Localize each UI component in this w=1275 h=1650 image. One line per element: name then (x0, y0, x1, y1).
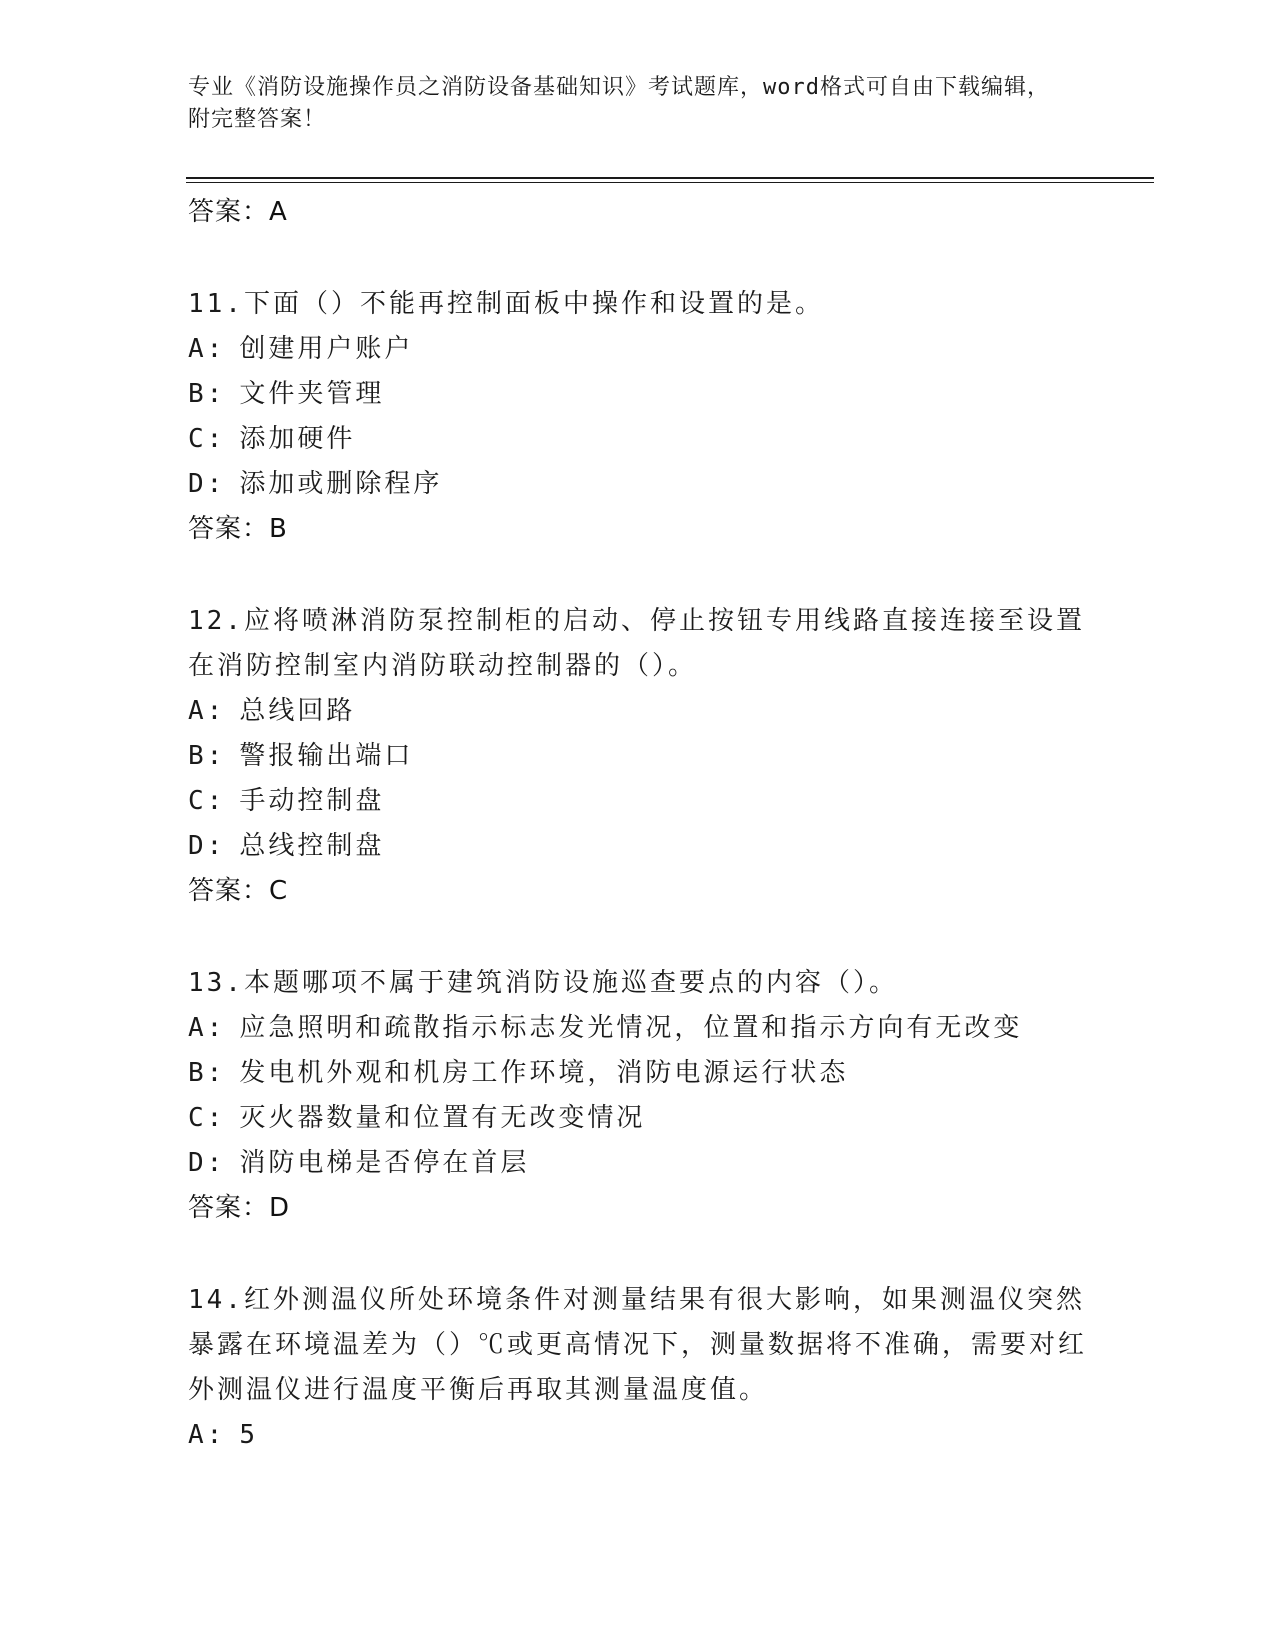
question-stem: 11.下面（）不能再控制面板中操作和设置的是。 (188, 289, 824, 319)
question-13 (188, 961, 1088, 1230)
option-a (188, 327, 1088, 372)
option-text: 总线回路 (239, 696, 356, 726)
answer-line: 答案：C (188, 876, 289, 906)
option-a (188, 1006, 1088, 1051)
option-d (188, 1141, 1088, 1186)
option-key: A: (188, 1420, 226, 1450)
question-stem: 12.应将喷淋消防泵控制柜的启动、停止按钮专用线路直接连接至设置在消防控制室内消防联动控制器的（）。 (188, 606, 1085, 681)
option-key: D: (188, 1148, 226, 1178)
option-text: 创建用户账户 (239, 334, 414, 364)
option-key: B: (188, 741, 226, 771)
option-c (188, 417, 1088, 462)
option-b (188, 372, 1088, 417)
option-key: C: (188, 786, 226, 816)
option-d (188, 824, 1088, 869)
option-text: 警报输出端口 (239, 741, 414, 771)
answer-line: 答案：D (188, 1193, 291, 1223)
answer-line: 答案：B (188, 514, 288, 544)
option-b (188, 1051, 1088, 1096)
option-key: B: (188, 1058, 226, 1088)
header-rule-thin (186, 182, 1154, 183)
option-text: 灭火器数量和位置有无改变情况 (239, 1103, 646, 1133)
option-c (188, 1096, 1088, 1141)
option-text: 添加或删除程序 (239, 469, 443, 499)
question-12 (188, 599, 1088, 913)
option-text: 文件夹管理 (239, 379, 385, 409)
option-b (188, 734, 1088, 779)
question-11 (188, 282, 1088, 551)
option-key: A: (188, 1013, 226, 1043)
option-text: 消防电梯是否停在首层 (239, 1148, 530, 1178)
option-text: 添加硬件 (239, 424, 356, 454)
option-text: 总线控制盘 (239, 831, 385, 861)
option-key: C: (188, 1103, 226, 1133)
option-text: 手动控制盘 (239, 786, 385, 816)
question-list (188, 190, 1088, 1458)
option-key: D: (188, 469, 226, 499)
option-a (188, 689, 1088, 734)
option-text: 应急照明和疏散指示标志发光情况，位置和指示方向有无改变 (239, 1013, 1023, 1043)
option-text: 5 (239, 1420, 258, 1450)
option-key: D: (188, 831, 226, 861)
question-14 (188, 1278, 1088, 1458)
question-stem: 14.红外测温仪所处环境条件对测量结果有很大影响，如果测温仪突然暴露在环境温差为（）℃或更高情况下，测量数据将不准确，需要对红外测温仪进行温度平衡后再取其测量温度值。 (188, 1285, 1088, 1405)
option-d (188, 462, 1088, 507)
option-key: A: (188, 696, 226, 726)
document-header: 专业《消防设施操作员之消防设备基础知识》考试题库，word格式可自由下载编辑，附完整答案！ (188, 75, 1050, 132)
question-stem: 13.本题哪项不属于建筑消防设施巡查要点的内容（）。 (188, 968, 898, 998)
option-key: A: (188, 334, 226, 364)
option-key: C: (188, 424, 226, 454)
option-a (188, 1413, 1088, 1458)
header-rule-thick (186, 177, 1154, 179)
previous-answer: 答案：A (188, 197, 288, 227)
option-text: 发电机外观和机房工作环境，消防电源运行状态 (239, 1058, 849, 1088)
option-c (188, 779, 1088, 824)
option-key: B: (188, 379, 226, 409)
